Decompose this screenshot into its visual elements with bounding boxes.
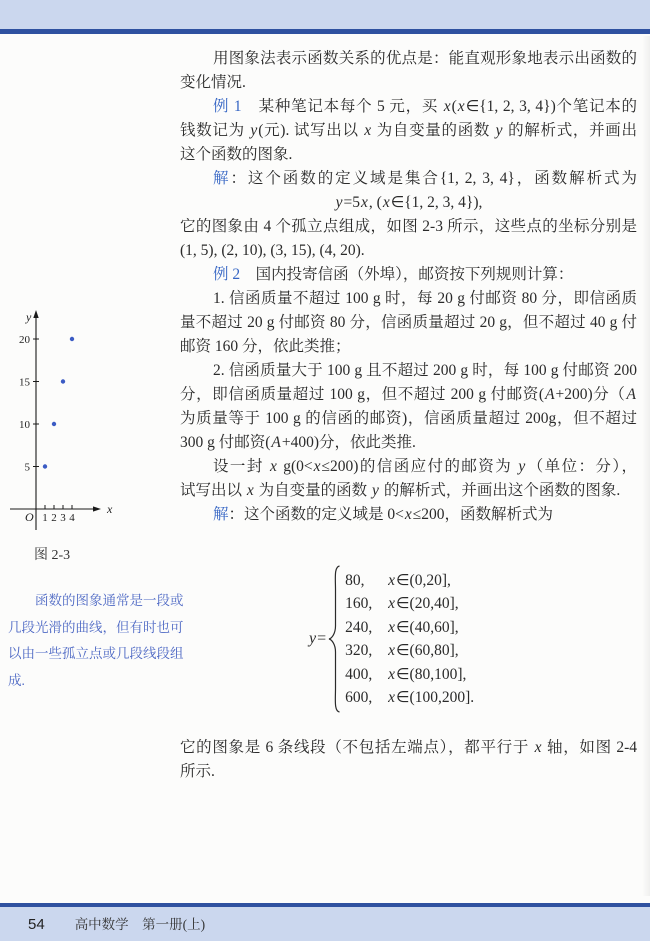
formula-rows [345, 569, 474, 710]
text-segment: 某种笔记本每个 5 元，买 [241, 98, 443, 115]
text-segment: 300 g 付邮资( [180, 434, 271, 451]
text-line [180, 287, 637, 311]
text-segment: 邮资 160 分，依此类推； [180, 338, 351, 355]
math-var: x [246, 482, 254, 499]
text-line [180, 503, 637, 527]
math-var: y [335, 194, 343, 211]
math-var: A [626, 386, 636, 403]
math-var: x [388, 665, 396, 683]
math-var: x [270, 458, 277, 475]
x-tick-label: 3 [60, 512, 66, 524]
y-axis-label: y [26, 310, 32, 324]
math-var: y [250, 122, 258, 139]
text-line [180, 263, 637, 287]
note-line: 函数的图象通常是一段或 [35, 593, 184, 608]
math-var: A [271, 434, 281, 451]
text-segment: +200)分（ [555, 386, 626, 403]
formula-row [345, 663, 474, 687]
text-segment: 为自变量的函数 [254, 482, 372, 499]
example-label: 解 [213, 506, 229, 523]
math-var: x [364, 122, 372, 139]
plot-area [19, 334, 75, 524]
math-var: A [545, 386, 555, 403]
math-var: x [382, 194, 390, 211]
text-segment: 为自变量的函数 [372, 122, 495, 139]
text-line [180, 455, 637, 479]
text-segment: , ( [368, 194, 382, 211]
data-point [52, 422, 56, 426]
x-tick-label: 2 [51, 512, 57, 524]
example-label: 解 [213, 170, 231, 187]
text-segment: ∈(0,20], [396, 571, 451, 589]
margin-note [8, 588, 184, 694]
text-line [180, 95, 637, 119]
text-line [180, 359, 637, 383]
origin-label: O [25, 510, 34, 524]
text-segment: (元). 试写出以 [258, 122, 364, 139]
body-text-continued [180, 736, 637, 784]
text-segment: (1, 5), (2, 10), (3, 15), (4, 20). [180, 242, 365, 259]
math-var: x [388, 571, 396, 589]
scatter-plot [4, 308, 119, 538]
y-tick-label: 15 [19, 376, 30, 389]
formula-row [345, 639, 474, 663]
math-var: x [457, 98, 465, 115]
text-line [180, 431, 637, 455]
text-line [180, 479, 637, 503]
text-line [180, 191, 637, 215]
y-axis-arrow-icon [33, 310, 38, 318]
y-tick-label: 20 [19, 334, 30, 346]
text-segment: ∈(100,200]. [396, 689, 475, 706]
text-line [180, 239, 637, 263]
text-segment: 分，即信函质量超过 100 g，但不超过 200 g 付邮资( [180, 386, 545, 403]
text-segment: ∈(80,100], [396, 665, 467, 683]
example-label: 例 2 [213, 266, 241, 283]
text-segment: ≤200)的信函应付的邮资为 [321, 458, 518, 475]
formula-value: 240, [345, 618, 373, 636]
math-var: x [443, 98, 451, 115]
x-tick-label: 1 [42, 512, 48, 524]
page-edge-shadow [642, 36, 650, 896]
text-segment: ：这个函数的定义域是集合{1, 2, 3, 4}，函数解析式为 [230, 170, 637, 187]
math-var: x [388, 595, 396, 612]
math-var: x [388, 618, 396, 636]
top-decoration-band [0, 0, 650, 29]
text-segment: 设一封 [213, 458, 270, 475]
text-line [180, 119, 637, 143]
figure-caption: 图 2-3 [34, 548, 71, 563]
text-line [180, 71, 637, 95]
data-point [70, 337, 74, 341]
text-segment: = [317, 630, 327, 647]
math-var: x [388, 689, 396, 706]
text-segment: 国内投寄信函（外埠），邮资按下列规则计算： [240, 266, 574, 283]
math-var: x [534, 739, 542, 756]
data-point [43, 464, 47, 468]
math-var: x [361, 194, 368, 211]
text-line [180, 736, 637, 760]
text-line [180, 407, 637, 431]
text-segment: +400)分，依此类推. [281, 434, 416, 451]
text-segment: ∈(20,40], [396, 595, 459, 612]
text-segment: 试写出以 [180, 482, 246, 499]
text-segment: 轴，如图 2-4 [542, 739, 637, 756]
text-segment: ∈{1, 2, 3, 4}), [390, 194, 483, 211]
brace-icon [328, 564, 341, 714]
text-line [180, 143, 637, 167]
text-segment: 的解析式，并画出 [503, 122, 637, 139]
x-tick-label: 4 [69, 512, 75, 524]
text-segment: （单位：分）， [526, 458, 637, 475]
text-segment: 这个函数的图象. [180, 146, 293, 163]
figure-2-3 [4, 308, 119, 538]
text-segment: ：这个函数的定义域是 0< [228, 506, 404, 523]
text-line [180, 311, 637, 335]
piecewise-formula [308, 564, 474, 714]
text-segment: ∈(40,60], [396, 618, 459, 636]
text-segment: 它的图象是 6 条线段（不包括左端点），都平行于 [180, 739, 534, 756]
y-tick-label: 10 [19, 419, 30, 431]
y-tick-label: 5 [24, 461, 30, 474]
formula-value: 160, [345, 595, 373, 612]
text-segment: 1. 信函质量不超过 100 g 时，每 20 g 付邮资 80 分，即信函质 [213, 290, 637, 307]
text-segment: ∈{1, 2, 3, 4})个笔记本的 [465, 98, 637, 115]
formula-value: 600, [345, 689, 373, 706]
text-segment: 所示. [180, 763, 215, 780]
formula-value: 320, [345, 642, 373, 659]
math-var: y [495, 122, 503, 139]
text-segment: 量不超过 20 g 付邮资 80 分，信函质量超过 20 g，但不超过 40 g 付 [180, 314, 637, 331]
example-label: 例 1 [213, 98, 242, 115]
math-var: y [372, 482, 379, 499]
text-segment: 为质量等于 100 g 的信函的邮资)，信函质量超过 200g，但不超过 [180, 410, 637, 427]
text-line [180, 215, 637, 239]
note-line: 成. [8, 672, 25, 688]
data-point [61, 379, 65, 383]
text-line [180, 335, 637, 359]
text-segment: ( [451, 98, 457, 115]
body-text [180, 47, 637, 527]
text-line [180, 383, 637, 407]
note-line: 以由一些孤立点或几段线段组 [8, 646, 184, 661]
note-line: 几段光滑的曲线，但有时也可 [8, 619, 184, 635]
formula-value: 400, [345, 665, 373, 683]
text-segment: g(0< [277, 458, 313, 475]
x-axis-arrow-icon [93, 506, 101, 511]
math-var: x [313, 458, 321, 475]
text-line [180, 167, 637, 191]
text-segment: ∈(60,80], [396, 642, 459, 659]
text-line [180, 47, 637, 71]
book-title: 高中数学 第一册(上) [74, 917, 206, 932]
text-segment: 它的图象由 4 个孤立点组成，如图 2-3 所示，这些点的坐标分别是 [180, 218, 637, 235]
top-rule-line [0, 29, 650, 34]
text-segment: 用图象法表示函数关系的优点是：能直观形象地表示出函数的 [213, 50, 637, 67]
math-var: y [518, 458, 526, 475]
text-segment: 的解析式，并画出这个函数的图象. [379, 482, 621, 499]
text-segment: 钱数记为 [180, 122, 250, 139]
formula-value: 80, [345, 571, 365, 589]
footer [28, 913, 205, 934]
text-segment: 变化情况. [180, 74, 246, 91]
math-var: x [404, 506, 412, 523]
formula-row [345, 592, 474, 616]
text-segment: =5 [343, 194, 360, 211]
text-line [180, 760, 637, 784]
formula-row [345, 686, 474, 710]
text-segment: 2. 信函质量大于 100 g 且不超过 200 g 时，每 100 g 付邮资 200 [213, 362, 637, 379]
math-var: x [388, 642, 396, 659]
text-segment: ≤200，函数解析式为 [412, 506, 554, 523]
x-axis-label: x [107, 502, 113, 516]
formula-row [345, 616, 474, 640]
formula-lhs [308, 630, 326, 648]
math-var: y [309, 630, 317, 647]
page-number: 54 [28, 916, 45, 933]
formula-row [345, 569, 474, 593]
